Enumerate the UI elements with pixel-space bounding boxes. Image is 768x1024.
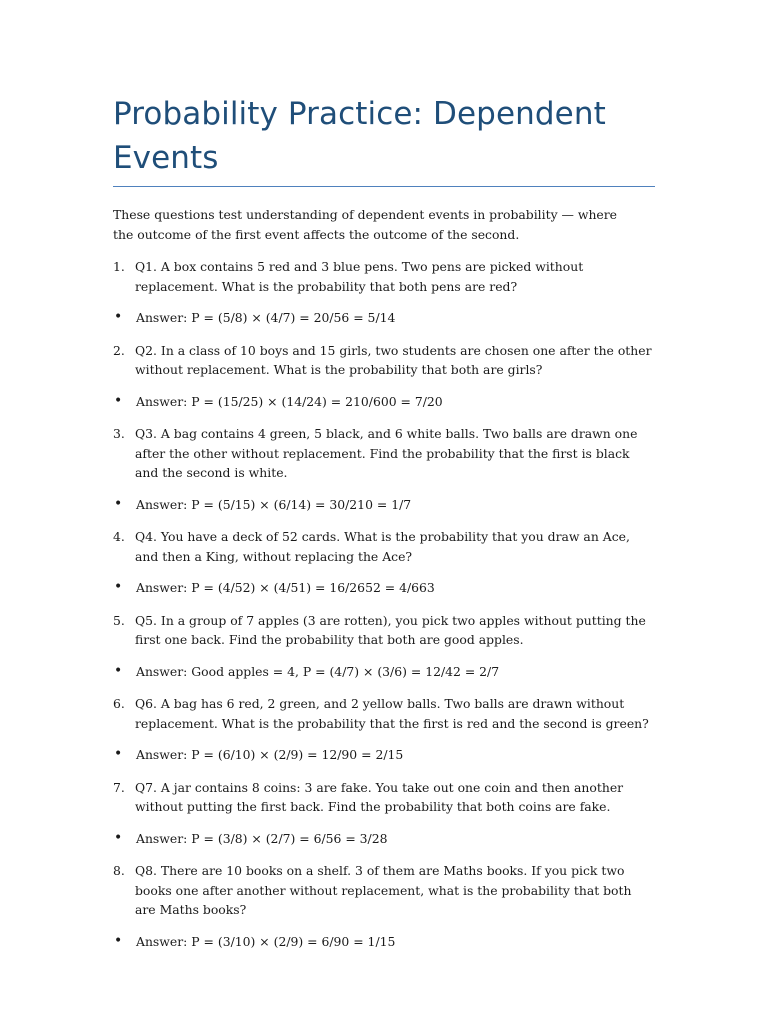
page-title: Probability Practice: Dependent Events: [113, 92, 655, 187]
question-item: [113, 527, 655, 566]
question-number: 2.: [113, 342, 125, 358]
question-text: Q5. In a group of 7 apples (3 are rotten), you pick two apples without putting the first one back. Find the probability that both are good apples.: [135, 612, 646, 647]
answer-text: Answer: P = (5/15) × (6/14) = 30/210 = 1/7: [136, 496, 412, 512]
answer-item: [113, 392, 655, 412]
bullet-icon: •: [114, 746, 123, 762]
bullet-icon: •: [114, 932, 123, 949]
question-text: Q6. A bag has 6 red, 2 green, and 2 yellow balls. Two balls are drawn without replacement. What is the probability that the first is red and the second is green?: [135, 696, 649, 731]
question-item: [113, 611, 655, 650]
answer-item: [113, 745, 655, 765]
question-item: [113, 341, 655, 380]
question-text: Q7. A jar contains 8 coins: 3 are fake. You take out one coin and then another without putting the first back. Find the probability that both coins are fake.: [135, 779, 624, 814]
answer-text: Answer: P = (6/10) × (2/9) = 12/90 = 2/15: [136, 747, 404, 762]
question-list: [113, 257, 655, 951]
bullet-icon: •: [114, 662, 123, 679]
question-number: 8.: [113, 863, 125, 878]
answer-text: Answer: P = (3/10) × (2/9) = 6/90 = 1/15: [136, 933, 396, 949]
intro-paragraph: These questions test understanding of dependent events in probability — where the outcome of the first event affects the outcome of the second.: [113, 207, 618, 242]
answer-item: [113, 662, 655, 682]
bullet-icon: •: [114, 579, 123, 595]
question-number: 5.: [113, 612, 125, 628]
question-number: 3.: [113, 426, 125, 441]
question-text: Q1. A box contains 5 red and 3 blue pens. Two pens are picked without replacement. What is the probability that both pens are red?: [135, 259, 584, 294]
answer-item: [113, 495, 655, 515]
answer-text: Answer: P = (4/52) × (4/51) = 16/2652 = 4/663: [136, 580, 435, 595]
bullet-icon: •: [114, 392, 123, 409]
question-item: [113, 257, 655, 296]
answer-text: Answer: P = (3/8) × (2/7) = 6/56 = 3/28: [136, 830, 388, 846]
question-number: 7.: [113, 779, 125, 795]
question-text: Q4. You have a deck of 52 cards. What is the probability that you draw an Ace, and then a King, without replacing the Ace?: [135, 529, 630, 564]
question-item: [113, 424, 655, 483]
bullet-icon: •: [114, 495, 123, 512]
answer-text: Answer: P = (15/25) × (14/24) = 210/600 = 7/20: [136, 393, 443, 409]
answer-item: [113, 932, 655, 952]
question-text: Q2. In a class of 10 boys and 15 girls, two students are chosen one after the other without replacement. What is the probability that both are girls?: [135, 342, 652, 377]
answer-item: [113, 829, 655, 849]
question-item: [113, 778, 655, 817]
question-number: 4.: [113, 529, 125, 544]
answer-text: Answer: Good apples = 4, P = (4/7) × (3/6) = 12/42 = 2/7: [136, 663, 500, 679]
question-text: Q3. A bag contains 4 green, 5 black, and 6 white balls. Two balls are drawn one after the other without replacement. Find the probability that the first is black and the second is white.: [135, 426, 638, 480]
answer-text: Answer: P = (5/8) × (4/7) = 20/56 = 5/14: [136, 310, 396, 325]
answer-item: [113, 578, 655, 598]
document-page: [113, 92, 655, 964]
answer-item: [113, 308, 655, 328]
bullet-icon: •: [114, 829, 123, 846]
question-number: 6.: [113, 696, 125, 711]
question-item: [113, 861, 655, 920]
question-text: Q8. There are 10 books on a shelf. 3 of them are Maths books. If you pick two books one after another without replacement, what is the probability that both are Maths books?: [135, 863, 632, 917]
bullet-icon: •: [114, 309, 123, 325]
question-number: 1.: [113, 259, 125, 274]
question-item: [113, 694, 655, 733]
